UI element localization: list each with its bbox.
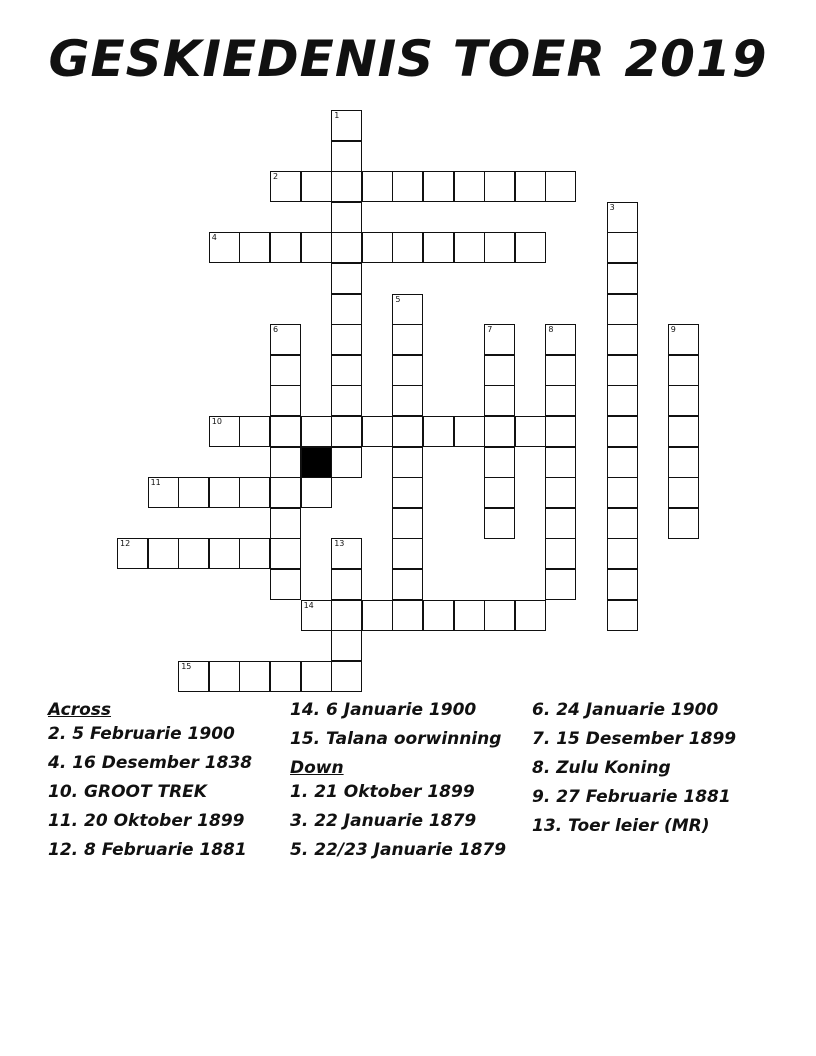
grid-cell[interactable] <box>301 416 332 447</box>
grid-cell[interactable] <box>484 232 515 263</box>
grid-cell[interactable] <box>607 508 638 539</box>
grid-cell[interactable] <box>239 416 270 447</box>
clue-number-9: 9 <box>670 325 676 335</box>
grid-cell[interactable] <box>301 232 332 263</box>
grid-cell[interactable] <box>270 508 301 539</box>
grid-cell[interactable] <box>668 447 699 478</box>
grid-cell[interactable] <box>209 661 240 692</box>
grid-cell[interactable] <box>331 355 362 386</box>
grid-cell[interactable] <box>392 508 423 539</box>
grid-cell[interactable] <box>484 600 515 631</box>
grid-cell[interactable] <box>607 569 638 600</box>
grid-cell[interactable] <box>392 416 423 447</box>
grid-cell[interactable] <box>331 661 362 692</box>
clue-number-11: 11 <box>150 478 161 488</box>
grid-cell[interactable] <box>392 171 423 202</box>
grid-cell[interactable] <box>270 324 301 355</box>
grid-cell[interactable] <box>423 232 454 263</box>
clue-number-7: 7 <box>487 325 493 335</box>
grid-cell[interactable] <box>423 600 454 631</box>
clue-number-1: 1 <box>334 111 340 120</box>
grid-cell[interactable] <box>239 477 270 508</box>
clue-column-1 <box>48 700 278 869</box>
clue-column-3 <box>532 700 762 845</box>
clue-across-2: 2. 5 Februarie 1900 <box>48 724 235 744</box>
grid-cell[interactable] <box>545 171 576 202</box>
grid-cell[interactable] <box>423 416 454 447</box>
grid-cell[interactable] <box>545 569 576 600</box>
grid-cell[interactable] <box>331 263 362 294</box>
grid-cell[interactable] <box>515 416 546 447</box>
clue-number-2: 2 <box>273 172 279 182</box>
grid-cell[interactable] <box>392 600 423 631</box>
grid-cell[interactable] <box>392 232 423 263</box>
grid-cell[interactable] <box>148 538 179 569</box>
grid-cell[interactable] <box>545 355 576 386</box>
grid-cell[interactable] <box>607 355 638 386</box>
grid-cell[interactable] <box>454 232 485 263</box>
grid-cell[interactable] <box>270 569 301 600</box>
grid-cell[interactable] <box>362 232 393 263</box>
grid-cell[interactable] <box>209 232 240 263</box>
clue-down-5: 5. 22/23 Januarie 1879 <box>290 840 507 860</box>
grid-cell[interactable] <box>270 661 301 692</box>
grid-cell[interactable] <box>484 355 515 386</box>
grid-cell[interactable] <box>270 538 301 569</box>
grid-cell[interactable] <box>331 141 362 172</box>
grid-cell[interactable] <box>362 416 393 447</box>
grid-cell[interactable] <box>545 508 576 539</box>
grid-cell[interactable] <box>178 661 209 692</box>
grid-cell[interactable] <box>668 385 699 416</box>
grid-cell[interactable] <box>515 600 546 631</box>
down-heading: Down <box>290 758 344 778</box>
grid-cell[interactable] <box>331 600 362 631</box>
clue-down-9: 9. 27 Februarie 1881 <box>532 787 731 807</box>
clue-number-12: 12 <box>120 539 131 549</box>
clue-number-5: 5 <box>395 294 401 304</box>
grid-cell[interactable] <box>454 171 485 202</box>
grid-cell[interactable] <box>668 355 699 386</box>
grid-cell[interactable] <box>545 385 576 416</box>
clue-down-1: 1. 21 Oktober 1899 <box>290 782 475 802</box>
grid-cell[interactable] <box>239 538 270 569</box>
grid-cell[interactable] <box>331 385 362 416</box>
grid-cell[interactable] <box>545 416 576 447</box>
grid-cell[interactable] <box>545 477 576 508</box>
grid-cell[interactable] <box>331 416 362 447</box>
grid-cell[interactable] <box>607 263 638 294</box>
grid-cell[interactable] <box>668 416 699 447</box>
grid-cell[interactable] <box>178 538 209 569</box>
clue-down-7: 7. 15 Desember 1899 <box>532 729 737 749</box>
grid-cell[interactable] <box>270 447 301 478</box>
grid-cell[interactable] <box>607 600 638 631</box>
grid-cell[interactable] <box>362 171 393 202</box>
grid-cell[interactable] <box>301 171 332 202</box>
clue-number-13: 13 <box>334 539 345 549</box>
grid-cell[interactable] <box>607 538 638 569</box>
clue-across-14: 14. 6 Januarie 1900 <box>290 700 477 720</box>
grid-cell[interactable] <box>239 232 270 263</box>
grid-cell[interactable] <box>331 294 362 325</box>
grid-cell[interactable] <box>515 171 546 202</box>
grid-cell[interactable] <box>545 324 576 355</box>
grid-cell[interactable] <box>392 355 423 386</box>
grid-cell[interactable] <box>607 202 638 233</box>
grid-cell[interactable] <box>423 171 454 202</box>
grid-cell[interactable] <box>392 385 423 416</box>
grid-cell[interactable] <box>362 600 393 631</box>
grid-cell[interactable] <box>668 508 699 539</box>
clue-down-6: 6. 24 Januarie 1900 <box>532 700 719 720</box>
grid-cell[interactable] <box>331 202 362 233</box>
grid-cell[interactable] <box>331 630 362 661</box>
grid-cell[interactable] <box>209 538 240 569</box>
grid-cell[interactable] <box>331 447 362 478</box>
grid-cell[interactable] <box>607 294 638 325</box>
grid-cell[interactable] <box>392 324 423 355</box>
grid-cell[interactable] <box>270 171 301 202</box>
grid-cell[interactable] <box>454 600 485 631</box>
clue-down-13: 13. Toer leier (MR) <box>532 816 710 836</box>
grid-cell[interactable] <box>331 110 362 141</box>
clue-across-15: 15. Talana oorwinning <box>290 729 502 749</box>
clue-down-8: 8. Zulu Koning <box>532 758 671 778</box>
grid-cell[interactable] <box>178 477 209 508</box>
page-title: GESKIEDENIS TOER 2019 <box>48 30 768 88</box>
grid-cell[interactable] <box>484 171 515 202</box>
grid-cell[interactable] <box>545 447 576 478</box>
grid-cell[interactable] <box>607 385 638 416</box>
clue-number-6: 6 <box>273 325 279 335</box>
grid-cell[interactable] <box>270 355 301 386</box>
grid-cell[interactable] <box>607 416 638 447</box>
grid-cell[interactable] <box>668 324 699 355</box>
grid-cell[interactable] <box>270 385 301 416</box>
grid-cell[interactable] <box>668 477 699 508</box>
grid-cell[interactable] <box>209 477 240 508</box>
grid-cell[interactable] <box>484 324 515 355</box>
grid-cell[interactable] <box>392 294 423 325</box>
grid-cell[interactable] <box>331 538 362 569</box>
clue-number-3: 3 <box>609 202 615 212</box>
grid-cell[interactable] <box>301 600 332 631</box>
grid-cell[interactable] <box>331 324 362 355</box>
grid-cell[interactable] <box>239 661 270 692</box>
clue-across-11: 11. 20 Oktober 1899 <box>48 811 245 831</box>
grid-cell[interactable] <box>301 477 332 508</box>
grid-cell[interactable] <box>392 477 423 508</box>
block-cell <box>301 447 332 478</box>
grid-cell[interactable] <box>484 416 515 447</box>
across-heading: Across <box>48 700 112 720</box>
grid-cell[interactable] <box>331 171 362 202</box>
grid-cell[interactable] <box>331 569 362 600</box>
grid-cell[interactable] <box>148 477 179 508</box>
grid-cell[interactable] <box>270 232 301 263</box>
grid-cell[interactable] <box>392 538 423 569</box>
grid-cell[interactable] <box>484 508 515 539</box>
grid-cell[interactable] <box>454 416 485 447</box>
clue-number-14: 14 <box>303 600 314 610</box>
grid-cell[interactable] <box>270 477 301 508</box>
grid-cell[interactable] <box>484 477 515 508</box>
grid-cell[interactable] <box>209 416 240 447</box>
grid-cell[interactable] <box>484 447 515 478</box>
clue-across-4: 4. 16 Desember 1838 <box>48 753 253 773</box>
grid-cell[interactable] <box>607 232 638 263</box>
grid-cell[interactable] <box>117 538 148 569</box>
grid-cell[interactable] <box>484 385 515 416</box>
grid-cell[interactable] <box>392 569 423 600</box>
grid-cell[interactable] <box>515 232 546 263</box>
clue-down-3: 3. 22 Januarie 1879 <box>290 811 477 831</box>
grid-cell[interactable] <box>607 477 638 508</box>
grid-cell[interactable] <box>331 232 362 263</box>
clue-number-10: 10 <box>211 417 222 426</box>
grid-cell[interactable] <box>607 447 638 478</box>
grid-cell[interactable] <box>270 416 301 447</box>
clue-across-12: 12. 8 Februarie 1881 <box>48 840 247 860</box>
grid-cell[interactable] <box>545 538 576 569</box>
grid-cell[interactable] <box>607 324 638 355</box>
clue-column-2 <box>290 700 520 869</box>
grid-cell[interactable] <box>392 447 423 478</box>
grid-cell[interactable] <box>301 661 332 692</box>
clue-number-15: 15 <box>181 661 192 671</box>
clue-number-4: 4 <box>211 233 217 243</box>
clue-across-10: 10. GROOT TREK <box>48 782 207 802</box>
clue-number-8: 8 <box>548 325 554 335</box>
